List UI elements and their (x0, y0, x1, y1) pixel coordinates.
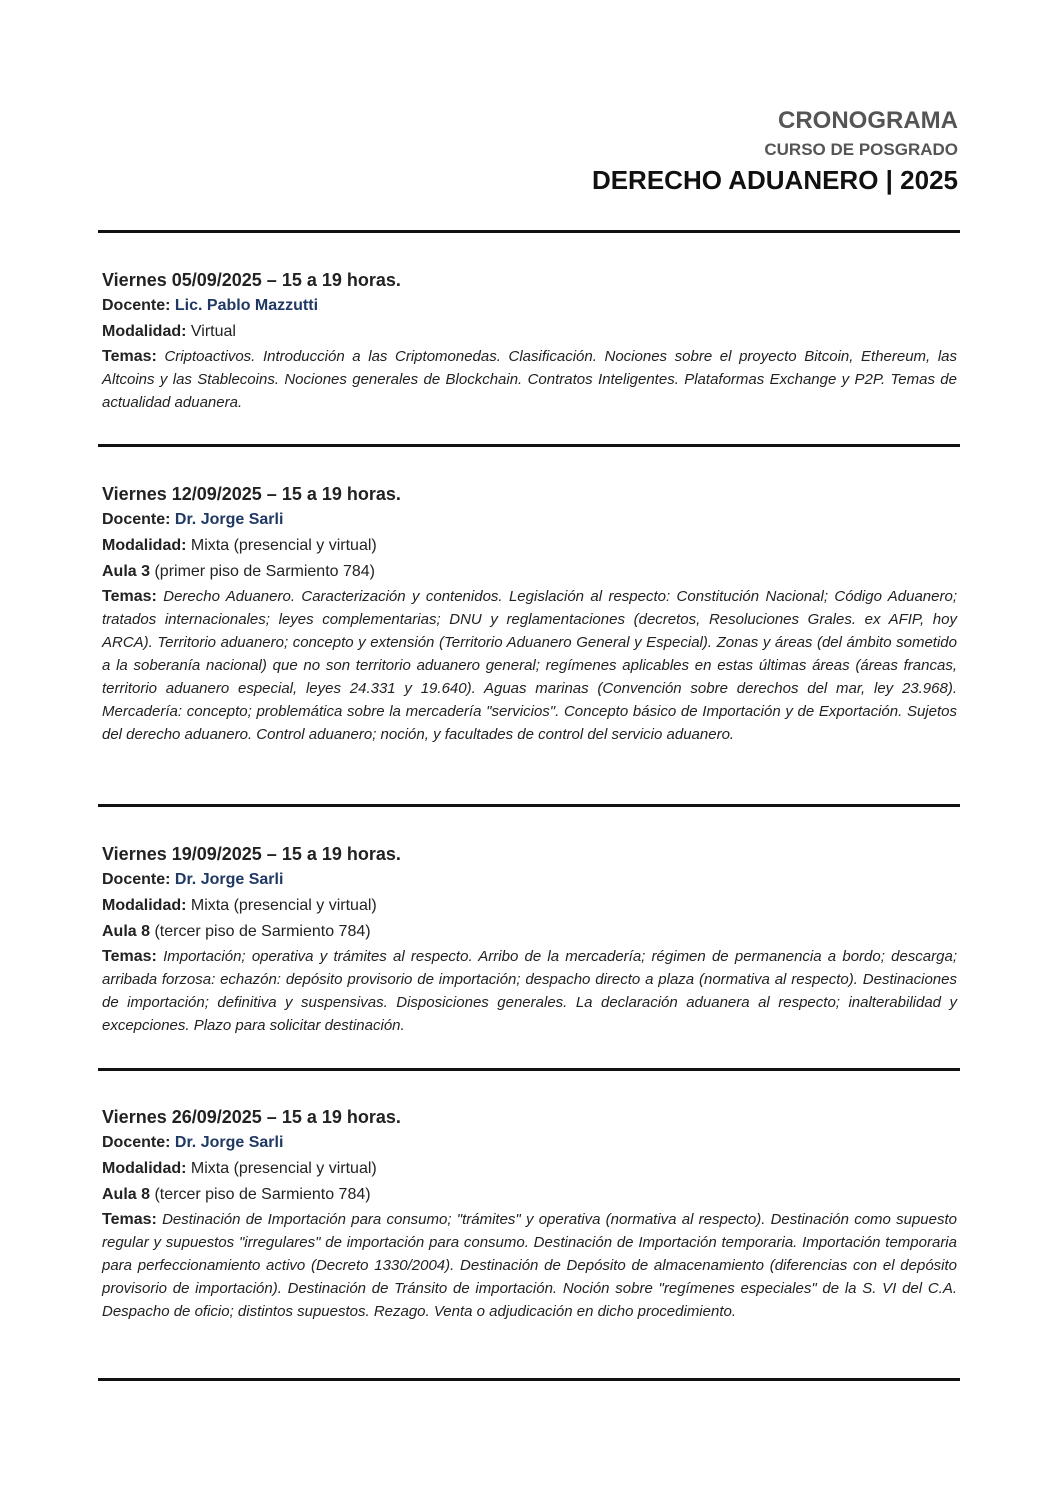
classroom-label: Aula 8 (102, 1186, 151, 1203)
topics-label: Temas: (102, 948, 157, 965)
divider (98, 444, 960, 447)
topics-label: Temas: (102, 1211, 157, 1228)
modality-row (102, 1156, 957, 1182)
topics-paragraph (102, 945, 957, 1037)
topics-label: Temas: (102, 588, 157, 605)
teacher-label: Docente: (102, 297, 171, 314)
classroom-label: Aula 8 (102, 923, 151, 940)
divider (98, 1068, 960, 1071)
divider (98, 230, 960, 233)
modality-value: Mixta (presencial y virtual) (190, 537, 377, 554)
session-date: Viernes 05/09/2025 – 15 a 19 horas. (102, 270, 401, 290)
classroom-row (102, 559, 957, 585)
divider (98, 1378, 960, 1381)
divider (98, 804, 960, 807)
teacher-name: Dr. Jorge Sarli (174, 511, 284, 528)
session-block (102, 841, 957, 1037)
teacher-name: Dr. Jorge Sarli (174, 1134, 284, 1151)
classroom-row (102, 1182, 957, 1208)
classroom-row (102, 919, 957, 945)
topics-label: Temas: (102, 348, 157, 365)
topics-paragraph (102, 1208, 957, 1323)
teacher-row (102, 293, 957, 319)
classroom-location: (tercer piso de Sarmiento 784) (154, 1186, 371, 1203)
teacher-name: Lic. Pablo Mazzutti (174, 297, 319, 314)
teacher-name: Dr. Jorge Sarli (174, 871, 284, 888)
modality-label: Modalidad: (102, 537, 187, 554)
modality-label: Modalidad: (102, 1160, 187, 1177)
modality-row (102, 533, 957, 559)
document-title: CRONOGRAMA (778, 107, 958, 134)
session-block (102, 267, 957, 414)
topics-text: Derecho Aduanero. Caracterización y contenidos. Legislación al respecto: Constitución Nacional; Código Aduanero; tratados internacionales; leyes complementarias; DNU y reglamentaciones (decretos, Resoluciones Grales. ex AFIP, hoy ARCA). Territorio aduanero; concepto y extensión (Territorio Aduanero General y Especial). Zonas y áreas (del ámbito sometido a la soberanía nacional) que no son territorio aduanero general; regímenes aplicables en estas últimas áreas (áreas francas, territorio aduanero especial, leyes 24.331 y 19.640). Aguas marinas (Convención sobre derechos del mar, ley 23.968). Mercadería: concepto; problemática sobre la mercadería "servicios". Concepto básico de Importación y de Exportación. Sujetos del derecho aduanero. Control aduanero; noción, y facultades de control del servicio aduanero. (102, 588, 957, 743)
session-date: Viernes 12/09/2025 – 15 a 19 horas. (102, 484, 401, 504)
modality-value: Mixta (presencial y virtual) (190, 1160, 377, 1177)
topics-text: Importación; operativa y trámites al respecto. Arribo de la mercadería; régimen de permanencia a bordo; descarga; arribada forzosa: echazón: depósito provisorio de importación; despacho directo a plaza (normativa al respecto). Destinaciones de importación; definitiva y suspensivas. Disposiciones generales. La declaración aduanera al respecto; inalterabilidad y excepciones. Plazo para solicitar destinación. (102, 948, 957, 1034)
modality-label: Modalidad: (102, 897, 187, 914)
course-name: DERECHO ADUANERO | 2025 (591, 165, 958, 195)
teacher-label: Docente: (102, 1134, 171, 1151)
topics-paragraph (102, 345, 957, 414)
teacher-row (102, 1130, 957, 1156)
document-header (592, 106, 958, 196)
teacher-row (102, 507, 957, 533)
session-date: Viernes 19/09/2025 – 15 a 19 horas. (102, 844, 401, 864)
classroom-label: Aula 3 (102, 563, 151, 580)
topics-text: Destinación de Importación para consumo; "trámites" y operativa (normativa al respecto). Destinación como supuesto regular y supuestos "irregulares" de importación para consumo. Destinación de Importación temporaria. Importación temporaria para perfeccionamiento activo (Decreto 1330/2004). Destinación de Depósito de almacenamiento (diferencias con el depósito provisorio de importación). Destinación de Tránsito de importación. Noción sobre "regímenes especiales" de la S. VI del C.A. Despacho de oficio; distintos supuestos. Rezago. Venta o adjudicación en dicho procedimiento. (102, 1211, 957, 1320)
topics-text: Criptoactivos. Introducción a las Criptomonedas. Clasificación. Nociones sobre el proyecto Bitcoin, Ethereum, las Altcoins y las Stablecoins. Nociones generales de Blockchain. Contratos Inteligentes. Plataformas Exchange y P2P. Temas de actualidad aduanera. (102, 348, 958, 411)
document-subtitle: CURSO DE POSGRADO (764, 140, 958, 159)
session-block (102, 1104, 957, 1323)
modality-value: Virtual (190, 323, 236, 340)
teacher-label: Docente: (102, 871, 171, 888)
modality-value: Mixta (presencial y virtual) (190, 897, 377, 914)
session-date: Viernes 26/09/2025 – 15 a 19 horas. (102, 1107, 401, 1127)
classroom-location: (primer piso de Sarmiento 784) (154, 563, 376, 580)
classroom-location: (tercer piso de Sarmiento 784) (154, 923, 371, 940)
topics-paragraph (102, 585, 957, 746)
session-block (102, 481, 957, 746)
modality-row (102, 319, 957, 345)
modality-row (102, 893, 957, 919)
teacher-row (102, 867, 957, 893)
teacher-label: Docente: (102, 511, 171, 528)
modality-label: Modalidad: (102, 323, 187, 340)
